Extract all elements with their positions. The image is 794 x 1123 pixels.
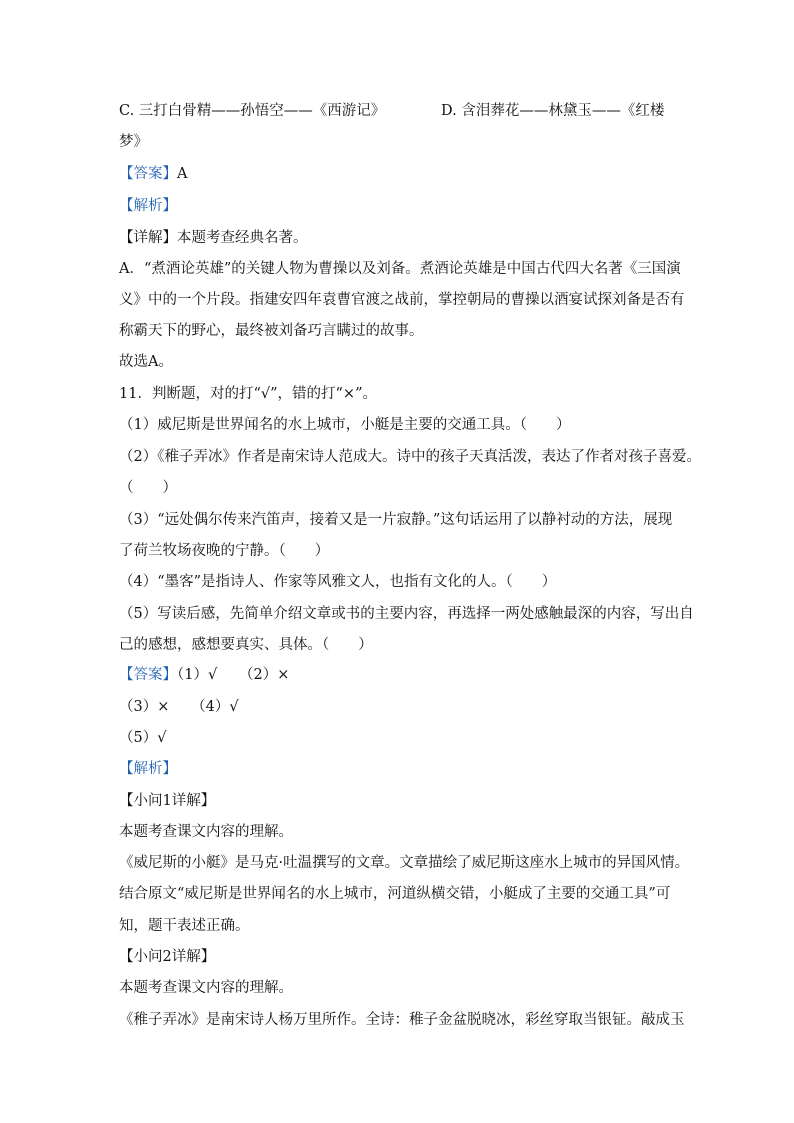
sub2-line-2: 《稚子弄冰》是南宋诗人杨万里所作。全诗：稚子金盆脱晓冰，彩丝穿取当银钲。敲成玉 — [119, 1012, 685, 1028]
option-c: C. 三打白骨精——孙悟空——《西游记》 — [119, 103, 386, 119]
detail-text: 本题考查经典名著。 — [177, 230, 308, 246]
q11-answer-line-1 — [119, 665, 289, 685]
q11-item-3: （3）“远处偶尔传来汽笛声，接着又是一片寂静。”这句话运用了以静衬动的方法，展现 — [119, 512, 673, 528]
q11-item-4: （4）“墨客”是指诗人、作家等风雅文人，也指有文化的人。（ ） — [119, 574, 557, 590]
q11-analysis-tag: 【解析】 — [119, 761, 177, 777]
option-c-line — [119, 101, 665, 121]
q11-item-2-blank: （ ） — [119, 480, 177, 496]
detail-tag: 【详解】 — [119, 230, 177, 246]
explain-line-1: A．“煮酒论英雄”的关键人物为曹操以及刘备。煮酒论英雄是中国古代四大名著《三国演 — [119, 261, 681, 277]
option-d: D. 含泪葬花——林黛玉——《红楼 — [441, 103, 665, 119]
sub1-line-3: 结合原文“威尼斯是世界闻名的水上城市，河道纵横交错，小艇成了主要的交通工具”可 — [119, 886, 671, 902]
q11-answer-line-2: （3）× （4）√ — [119, 699, 239, 715]
q11-answer-line-3: （5）√ — [119, 730, 167, 746]
q11-answer-tag: 【答案】 — [119, 667, 177, 683]
conclusion: 故选A。 — [119, 354, 173, 370]
explain-line-2: 义》中的一个片段。指建安四年袁曹官渡之战前，掌控朝局的曹操以酒宴试探刘备是否有 — [119, 292, 685, 308]
q11-item-1: （1）威尼斯是世界闻名的水上城市，小艇是主要的交通工具。（ ） — [119, 417, 571, 433]
q11-item-5-cont: 己的感想，感想要真实、具体。（ ） — [119, 637, 373, 653]
sub1-line-2: 《威尼斯的小艇》是马克·吐温撰写的文章。文章描绘了威尼斯这座水上城市的异国风情。 — [119, 855, 690, 871]
q11-stem: 11．判断题，对的打“√”，错的打“×”。 — [119, 386, 377, 402]
sub1-tag: 【小问1详解】 — [119, 793, 216, 809]
q11-answer-value-1: （1）√ （2）× — [177, 667, 290, 683]
q11-item-5: （5）写读后感，先简单介绍文章或书的主要内容，再选择一两处感触最深的内容，写出自 — [119, 606, 694, 622]
q11-item-3-cont: 了荷兰牧场夜晚的宁静。（ ） — [119, 543, 330, 559]
answer-line — [119, 164, 187, 184]
sub2-line-1: 本题考查课文内容的理解。 — [119, 980, 293, 996]
sub2-tag: 【小问2详解】 — [119, 949, 216, 965]
q11-item-2: （2）《稚子弄冰》作者是南宋诗人范成大。诗中的孩子天真活泼，表达了作者对孩子喜爱。 — [119, 449, 701, 465]
answer-value: A — [177, 166, 188, 182]
sub1-line-4: 知，题干表述正确。 — [119, 918, 250, 934]
sub1-line-1: 本题考查课文内容的理解。 — [119, 824, 293, 840]
option-d-continuation: 梦》 — [119, 134, 148, 150]
answer-tag: 【答案】 — [119, 166, 177, 182]
detail-line — [119, 228, 308, 248]
analysis-tag: 【解析】 — [119, 198, 177, 214]
explain-line-3: 称霸天下的野心，最终被刘备巧言瞒过的故事。 — [119, 323, 424, 339]
